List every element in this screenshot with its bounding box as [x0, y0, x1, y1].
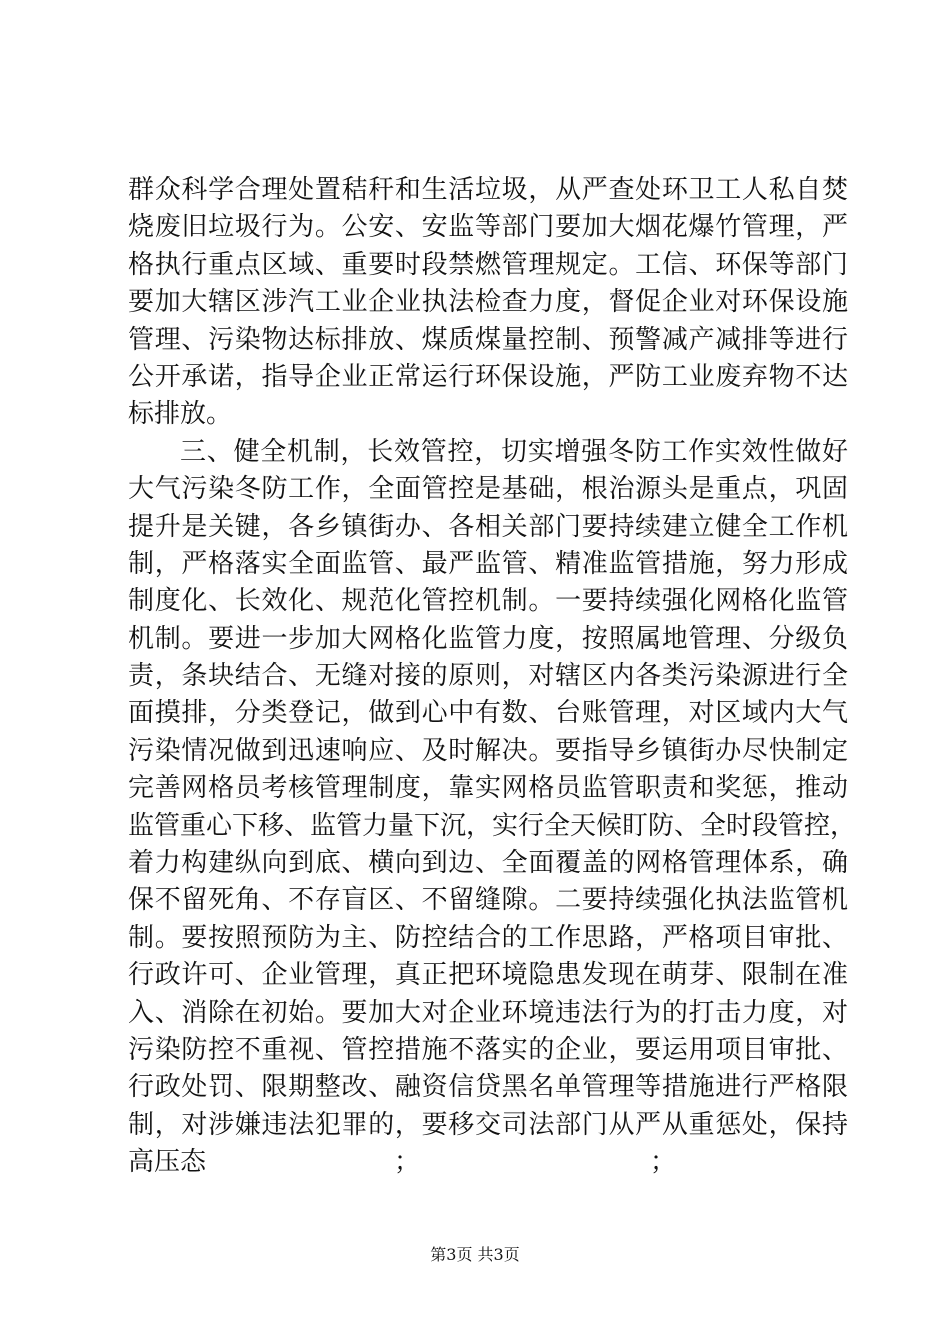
text-line: 制，对涉嫌违法犯罪的，要移交司法部门从严从重惩处，保持 — [128, 1109, 848, 1140]
text-line-tail — [128, 1144, 848, 1181]
text-line: 保不留死角、不存盲区、不留缝隙。二要持续强化执法监管机 — [128, 885, 848, 916]
text-line: 提升是关键，各乡镇街办、各相关部门要持续建立健全工作机 — [128, 511, 848, 542]
text-line: 污染情况做到迅速响应、及时解决。要指导乡镇街办尽快制定 — [128, 735, 848, 766]
text-line: 行政处罚、限期整改、融资信贷黑名单管理等措施进行严格限 — [128, 1072, 848, 1103]
text-line: 着力构建纵向到底、横向到边、全面覆盖的网格管理体系，确 — [128, 848, 848, 879]
text-line: 标排放。 — [128, 399, 233, 430]
text-line: 大气污染冬防工作，全面管控是基础，根治源头是重点，巩固 — [128, 474, 848, 505]
tail-start-text: 高压态 — [128, 1147, 207, 1178]
text-line: 公开承诺，指导企业正常运行环保设施，严防工业废弃物不达 — [128, 361, 848, 392]
body-text — [128, 172, 857, 1182]
text-line: 格执行重点区域、重要时段禁燃管理规定。工信、环保等部门 — [128, 249, 848, 280]
text-line: 群众科学合理处置秸秆和生活垃圾，从严查处环卫工人私自焚 — [128, 175, 848, 205]
text-line: 要加大辖区涉汽工业企业执法检查力度，督促企业对环保设施 — [128, 287, 848, 318]
text-line: 烧废旧垃圾行为。公安、安监等部门要加大烟花爆竹管理，严 — [128, 212, 848, 243]
tail-semicolon: ； — [650, 1147, 677, 1178]
text-line: 制，严格落实全面监管、最严监管、精准监管措施，努力形成 — [128, 548, 848, 579]
text-line: 完善网格员考核管理制度，靠实网格员监管职责和奖惩，推动 — [128, 773, 848, 804]
text-line: 行政许可、企业管理，真正把环境隐患发现在萌芽、限制在准 — [128, 960, 848, 991]
text-line: 入、消除在初始。要加大对企业环境违法行为的打击力度，对 — [128, 997, 848, 1028]
text-line: 制。要按照预防为主、防控结合的工作思路，严格项目审批、 — [128, 922, 848, 953]
text-line: 管理、污染物达标排放、煤质煤量控制、预警减产减排等进行 — [128, 324, 848, 355]
text-line: 机制。要进一步加大网格化监管力度，按照属地管理、分级负 — [128, 623, 848, 654]
tail-semicolon: ； — [394, 1147, 421, 1178]
section-heading-line: 三、健全机制，长效管控，切实增强冬防工作实效性做好 — [180, 436, 848, 467]
text-line: 制度化、长效化、规范化管控机制。一要持续强化网格化监管 — [128, 586, 848, 617]
text-line: 监管重心下移、监管力量下沉，实行全天候盯防、全时段管控， — [128, 810, 857, 841]
text-line: 面摸排，分类登记，做到心中有数、台账管理，对区域内大气 — [128, 698, 848, 729]
text-line: 污染防控不重视、管控措施不落实的企业，要运用项目审批、 — [128, 1034, 848, 1065]
text-line: 责，条块结合、无缝对接的原则，对辖区内各类污染源进行全 — [128, 661, 848, 692]
page-number-footer: 第3页 共3页 — [430, 1245, 520, 1264]
